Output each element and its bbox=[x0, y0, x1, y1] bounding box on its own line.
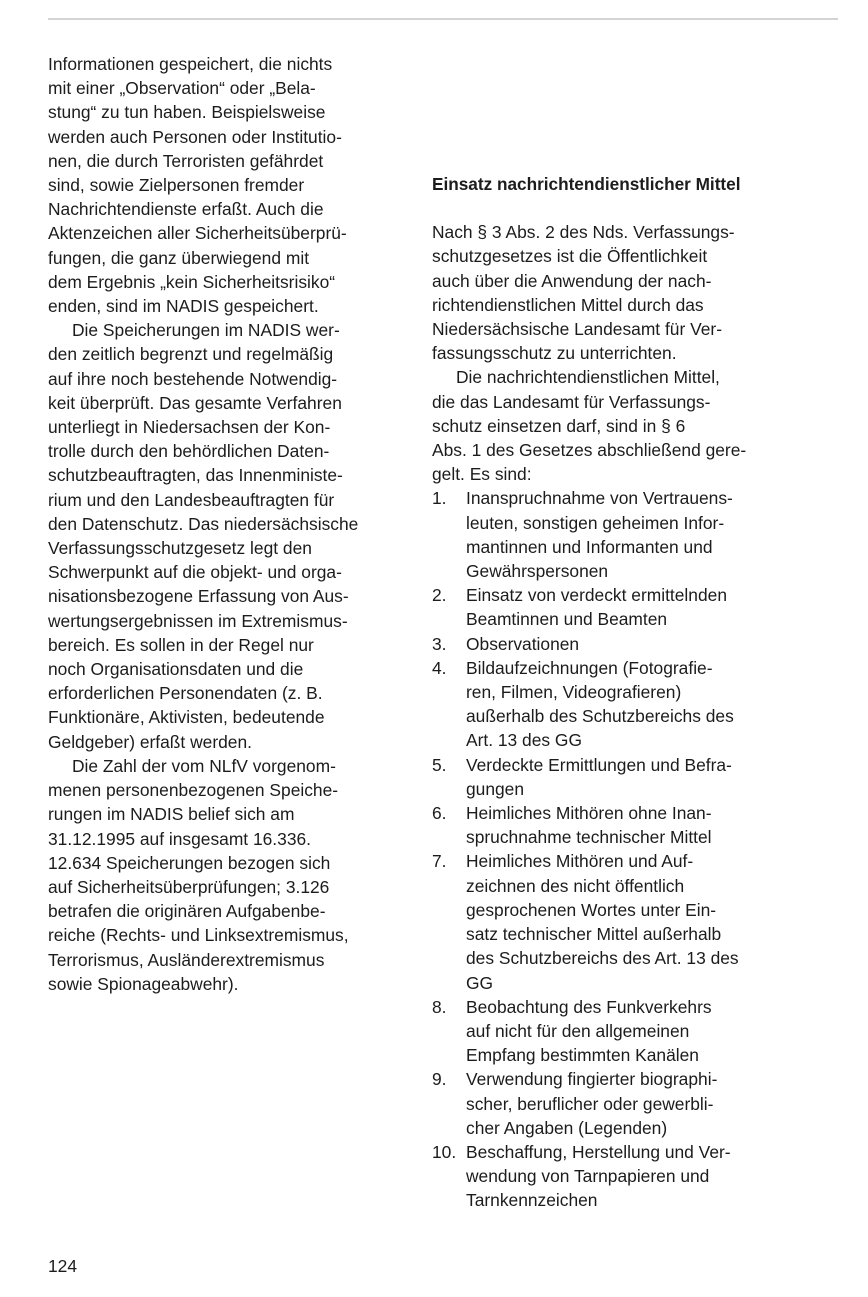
text-line: Beamtinnen und Beamten bbox=[466, 609, 668, 630]
text-line: Art. 13 des GG bbox=[466, 730, 582, 751]
list-item bbox=[432, 753, 797, 801]
left-column bbox=[48, 52, 400, 996]
text-line: Einsatz von verdeckt ermittelnden bbox=[466, 585, 727, 606]
text-line: auch über die Anwendung der nach- bbox=[432, 270, 712, 291]
list-item bbox=[432, 849, 797, 994]
text-line: wertungsergebnissen im Extremismus- bbox=[48, 610, 348, 631]
text-line: schutzgesetzes ist die Öffentlichkeit bbox=[432, 246, 708, 267]
text-line: 12.634 Speicherungen bezogen sich bbox=[48, 852, 331, 873]
list-number: 7. bbox=[432, 851, 447, 872]
list-item bbox=[432, 486, 797, 583]
right-column bbox=[432, 172, 797, 1213]
text-line: sowie Spionageabwehr). bbox=[48, 973, 239, 994]
paragraph bbox=[48, 318, 400, 754]
text-line: mantinnen und Informanten und bbox=[466, 536, 713, 557]
text-line: Verdeckte Ermittlungen und Befra- bbox=[466, 754, 732, 775]
list-item bbox=[432, 656, 797, 753]
list-item-text bbox=[466, 486, 797, 583]
text-line: Abs. 1 des Gesetzes abschließend gere- bbox=[432, 440, 747, 461]
text-line: außerhalb des Schutzbereichs des bbox=[466, 706, 734, 727]
text-line: Die nachrichtendienstlichen Mittel, bbox=[456, 367, 720, 388]
text-line: schutzbeauftragten, das Innenministe- bbox=[48, 465, 343, 486]
text-line: Beschaffung, Herstellung und Ver- bbox=[466, 1141, 731, 1162]
text-line: Gewährspersonen bbox=[466, 561, 609, 582]
text-line: reiche (Rechts- und Linksextremismus, bbox=[48, 925, 349, 946]
text-line: Die Zahl der vom NLfV vorgenom- bbox=[72, 755, 336, 776]
list-number: 10. bbox=[432, 1141, 457, 1162]
list-item-text bbox=[466, 753, 797, 801]
text-line: Nach § 3 Abs. 2 des Nds. Verfassungs- bbox=[432, 222, 735, 243]
list-item bbox=[432, 1140, 797, 1213]
text-line: des Schutzbereichs des Art. 13 des bbox=[466, 948, 739, 969]
text-line: wendung von Tarnpapieren und bbox=[466, 1166, 710, 1187]
text-line: die das Landesamt für Verfassungs- bbox=[432, 391, 711, 412]
top-rule bbox=[48, 18, 838, 20]
text-line: Nachrichtendienste erfaßt. Auch die bbox=[48, 199, 324, 220]
text-line: erforderlichen Personendaten (z. B. bbox=[48, 683, 323, 704]
text-line: ren, Filmen, Videografieren) bbox=[466, 682, 682, 703]
text-line: scher, beruflicher oder gewerbli- bbox=[466, 1093, 714, 1114]
list-item-text bbox=[466, 1067, 797, 1140]
text-line: leuten, sonstigen geheimen Infor- bbox=[466, 512, 725, 533]
paragraph bbox=[432, 220, 797, 365]
text-line: Observationen bbox=[466, 633, 580, 654]
text-line: auf nicht für den allgemeinen bbox=[466, 1020, 690, 1041]
text-line: dem Ergebnis „kein Sicherheitsrisiko“ bbox=[48, 271, 336, 292]
text-line: gungen bbox=[466, 778, 525, 799]
paragraph bbox=[48, 52, 400, 318]
list-item-text bbox=[466, 995, 797, 1068]
text-line: Niedersächsische Landesamt für Ver- bbox=[432, 319, 722, 340]
list-item-text bbox=[466, 632, 797, 656]
list-item-text bbox=[466, 656, 797, 753]
list-item-text bbox=[466, 849, 797, 994]
list-number: 5. bbox=[432, 754, 447, 775]
text-line: trolle durch den behördlichen Daten- bbox=[48, 441, 330, 462]
text-line: nen, die durch Terroristen gefährdet bbox=[48, 150, 324, 171]
text-line: spruchnahme technischer Mittel bbox=[466, 827, 712, 848]
list-item bbox=[432, 801, 797, 849]
text-line: unterliegt in Niedersachsen der Kon- bbox=[48, 417, 331, 438]
text-line: richtendienstlichen Mittel durch das bbox=[432, 294, 704, 315]
list-item bbox=[432, 995, 797, 1068]
list-number: 9. bbox=[432, 1069, 447, 1090]
list-number: 2. bbox=[432, 585, 447, 606]
text-line: Verfassungsschutzgesetz legt den bbox=[48, 538, 312, 559]
text-line: 31.12.1995 auf insgesamt 16.336. bbox=[48, 828, 311, 849]
text-line: Schwerpunkt auf die objekt- und orga- bbox=[48, 562, 342, 583]
text-line: enden, sind im NADIS gespeichert. bbox=[48, 296, 319, 317]
list-item-text bbox=[466, 801, 797, 849]
paragraph bbox=[48, 754, 400, 996]
text-line: gelt. Es sind: bbox=[432, 464, 532, 485]
text-line: rungen im NADIS belief sich am bbox=[48, 804, 295, 825]
text-line: keit überprüft. Das gesamte Verfahren bbox=[48, 392, 342, 413]
list-item bbox=[432, 632, 797, 656]
text-line: cher Angaben (Legenden) bbox=[466, 1117, 668, 1138]
text-line: satz technischer Mittel außerhalb bbox=[466, 924, 722, 945]
text-line: Funktionäre, Aktivisten, bedeutende bbox=[48, 707, 325, 728]
text-line: Tarnkennzeichen bbox=[466, 1190, 598, 1211]
text-line: stung“ zu tun haben. Beispielsweise bbox=[48, 102, 326, 123]
text-line: fassungsschutz zu unterrichten. bbox=[432, 343, 677, 364]
text-line: rium und den Landesbeauftragten für bbox=[48, 489, 335, 510]
list-item-text bbox=[466, 583, 797, 631]
right-paragraphs bbox=[432, 220, 797, 486]
list-number: 6. bbox=[432, 803, 447, 824]
text-line: werden auch Personen oder Institutio- bbox=[48, 126, 342, 147]
text-line: mit einer „Observation“ oder „Bela- bbox=[48, 78, 316, 99]
list-item-text bbox=[466, 1140, 797, 1213]
text-line: Heimliches Mithören und Auf- bbox=[466, 851, 694, 872]
text-line: Aktenzeichen aller Sicherheitsüberprü- bbox=[48, 223, 347, 244]
text-line: Die Speicherungen im NADIS wer- bbox=[72, 320, 340, 341]
text-line: Informationen gespeichert, die nichts bbox=[48, 54, 333, 74]
list-number: 8. bbox=[432, 996, 447, 1017]
list-number: 3. bbox=[432, 633, 447, 654]
text-line: den zeitlich begrenzt und regelmäßig bbox=[48, 344, 334, 365]
text-line: Verwendung fingierter biographi- bbox=[466, 1069, 718, 1090]
text-line: GG bbox=[466, 972, 494, 993]
text-line: noch Organisationsdaten und die bbox=[48, 659, 304, 680]
text-line: sind, sowie Zielpersonen fremder bbox=[48, 175, 305, 196]
list-number: 4. bbox=[432, 657, 447, 678]
text-line: zeichnen des nicht öffentlich bbox=[466, 875, 685, 896]
text-line: Empfang bestimmten Kanälen bbox=[466, 1045, 699, 1066]
section-heading: Einsatz nachrichtendienstlicher Mittel bbox=[432, 174, 741, 194]
list-item bbox=[432, 583, 797, 631]
text-line: Beobachtung des Funkverkehrs bbox=[466, 996, 712, 1017]
text-line: Inanspruchnahme von Vertrauens- bbox=[466, 488, 733, 509]
text-line: auf Sicherheitsüberprüfungen; 3.126 bbox=[48, 876, 330, 897]
text-line: nisationsbezogene Erfassung von Aus- bbox=[48, 586, 349, 607]
text-line: schutz einsetzen darf, sind in § 6 bbox=[432, 415, 686, 436]
text-line: betrafen die originären Aufgabenbe- bbox=[48, 901, 326, 922]
page-number: 124 bbox=[48, 1256, 78, 1276]
text-line: fungen, die ganz überwiegend mit bbox=[48, 247, 310, 268]
list-number: 1. bbox=[432, 488, 447, 509]
text-line: Geldgeber) erfaßt werden. bbox=[48, 731, 252, 752]
text-line: menen personenbezogenen Speiche- bbox=[48, 780, 339, 801]
text-line: Terrorismus, Ausländerextremismus bbox=[48, 949, 325, 970]
text-line: bereich. Es sollen in der Regel nur bbox=[48, 634, 314, 655]
text-line: Bildaufzeichnungen (Fotografie- bbox=[466, 657, 713, 678]
text-line: auf ihre noch bestehende Notwendig- bbox=[48, 368, 338, 389]
means-list bbox=[432, 486, 797, 1212]
text-line: gesprochenen Wortes unter Ein- bbox=[466, 899, 717, 920]
text-line: den Datenschutz. Das niedersächsische bbox=[48, 513, 359, 534]
list-item bbox=[432, 1067, 797, 1140]
paragraph bbox=[432, 365, 797, 486]
text-line: Heimliches Mithören ohne Inan- bbox=[466, 803, 712, 824]
